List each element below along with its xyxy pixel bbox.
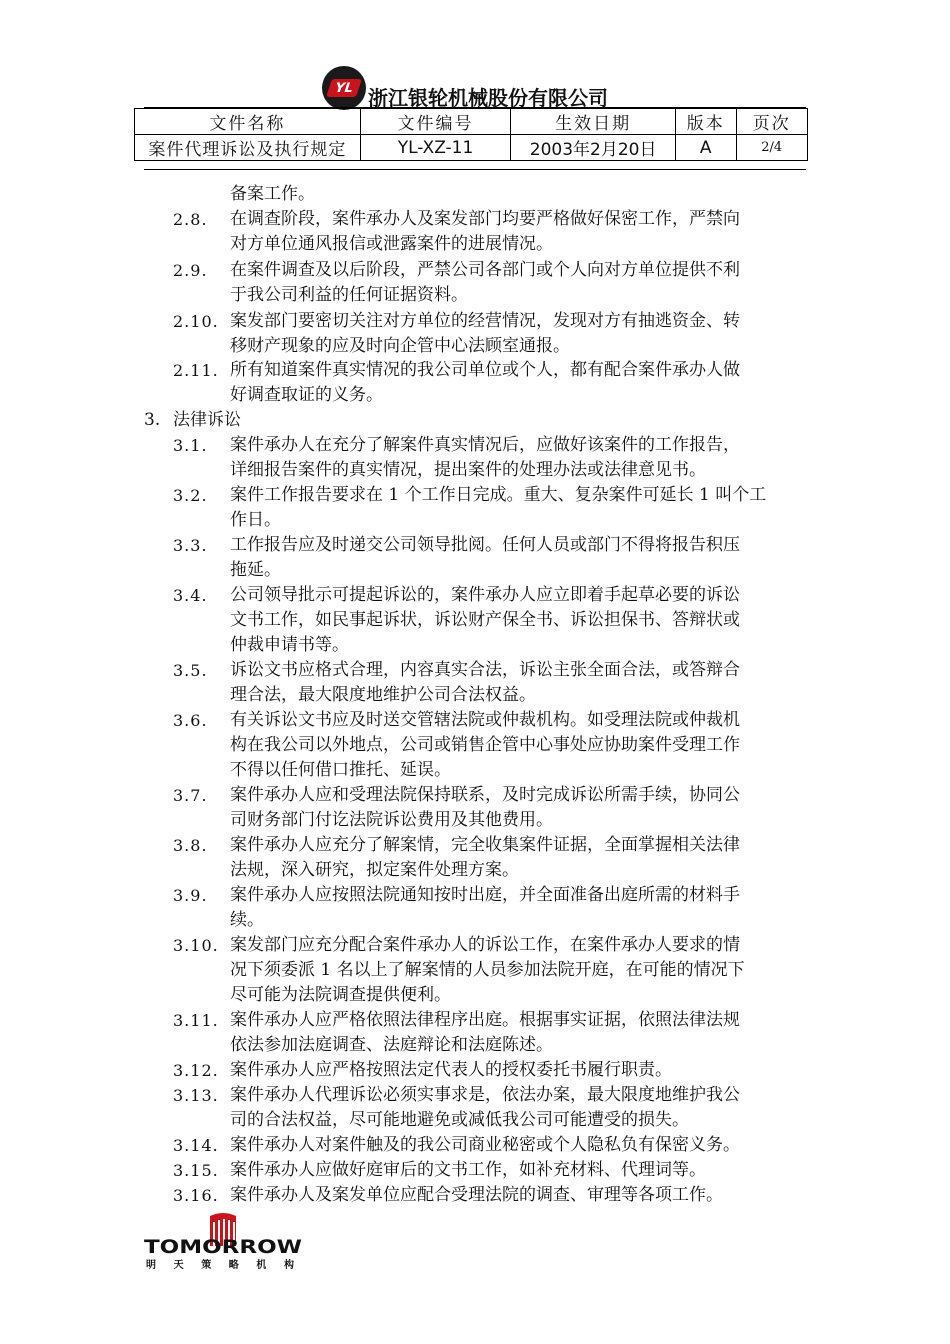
item-text: 案发部门要密切关注对方单位的经营情况，发现对方有抽逃资金、转 (230, 311, 740, 331)
item-text: 拖延。 (230, 560, 281, 580)
item-text: 在调查阶段，案件承办人及案发部门均要严格做好保密工作，严禁向 (230, 209, 740, 229)
item-text: 有关诉讼文书应及时送交管辖法院或仲裁机构。如受理法院或仲裁机 (230, 710, 740, 730)
item-text: 理合法，最大限度地维护公司合法权益。 (230, 685, 536, 705)
continuation-text: 备案工作。 (230, 184, 315, 204)
item-number: 3.5. (173, 661, 208, 680)
item-text: 在案件调查及以后阶段，严禁公司各部门或个人向对方单位提供不利 (230, 260, 740, 280)
item-text: 案件承办人代理诉讼必须实事求是，依法办案，最大限度地维护我公 (230, 1085, 740, 1105)
item-text: 仲裁申请书等。 (230, 635, 349, 655)
item-number: 3.16. (173, 1186, 219, 1205)
footer-brand-name: TOMORROW (144, 1236, 303, 1258)
header-rule-bottom (144, 169, 806, 170)
item-text: 案件承办人对案件触及的我公司商业秘密或个人隐私负有保密义务。 (230, 1135, 740, 1155)
item-number: 3.11. (173, 1011, 219, 1030)
item-number: 3.15. (173, 1161, 219, 1180)
item-number: 2.10. (173, 312, 219, 331)
footer-tagline: 明天策略机构 (146, 1260, 294, 1271)
item-text: 司的合法权益，尽可能地避免或减低我公司可能遭受的损失。 (230, 1110, 689, 1130)
item-text: 构在我公司以外地点，公司或销售企管中心事处应协助案件受理工作 (230, 735, 740, 755)
file-name-value: 案件代理诉讼及执行规定 (135, 135, 361, 161)
item-number: 3.9. (173, 886, 208, 905)
item-number: 3.4. (173, 586, 208, 605)
col-effective-date: 生效日期 (511, 109, 676, 135)
item-text: 案件承办人应做好庭审后的文书工作，如补充材料、代理词等。 (230, 1160, 706, 1180)
footer-brand-logo (142, 1212, 304, 1272)
effective-date-value: 2003年2月20日 (511, 135, 676, 161)
col-version: 版本 (675, 109, 736, 135)
item-text: 案件承办人应按照法院通知按时出庭，并全面准备出庭所需的材料手 (230, 885, 740, 905)
item-text: 案件承办人应和受理法院保持联系，及时完成诉讼所需手续，协同公 (230, 785, 740, 805)
item-number: 3.7. (173, 786, 208, 805)
item-number: 3.1. (173, 436, 208, 455)
item-text: 公司领导批示可提起诉讼的，案件承办人应立即着手起草必要的诉讼 (230, 585, 740, 605)
item-text: 案发部门应充分配合案件承办人的诉讼工作，在案件承办人要求的情 (230, 935, 740, 955)
file-number-value: YL-XZ-11 (360, 135, 511, 161)
info-value-row (135, 135, 808, 161)
company-logo (322, 66, 366, 110)
item-text: 司财务部门付讫法院诉讼费用及其他费用。 (230, 810, 553, 830)
item-number: 3.14. (173, 1136, 219, 1155)
company-name: 浙江银轮机械股份有限公司 (368, 85, 608, 110)
item-text: 于我公司利益的任何证据资料。 (230, 285, 468, 305)
item-text: 依法参加法庭调查、法庭辩论和法庭陈述。 (230, 1035, 553, 1055)
item-number: 3.12. (173, 1061, 219, 1080)
item-number: 2.11. (173, 361, 219, 380)
tomorrow-logo-icon (142, 1212, 304, 1272)
page-value: 2/4 (736, 135, 808, 161)
item-text: 作日。 (230, 510, 281, 530)
item-text: 案件承办人应严格按照法定代表人的授权委托书履行职责。 (230, 1060, 672, 1080)
section-number: 3. (144, 410, 161, 430)
item-number: 3.6. (173, 711, 208, 730)
item-text: 尽可能为法院调查提供便利。 (230, 985, 451, 1005)
item-text: 法规，深入研究，拟定案件处理方案。 (230, 860, 519, 880)
item-text: 工作报告应及时递交公司领导批阅。任何人员或部门不得将报告积压 (230, 535, 740, 555)
col-file-number: 文件编号 (360, 109, 511, 135)
item-text: 文书工作，如民事起诉状，诉讼财产保全书、诉讼担保书、答辩状或 (230, 610, 740, 630)
item-text: 不得以任何借口推托、延误。 (230, 760, 451, 780)
col-page: 页次 (736, 109, 808, 135)
item-text: 对方单位通风报信或泄露案件的进展情况。 (230, 234, 553, 254)
item-number: 3.8. (173, 836, 208, 855)
logo-mark: YL (326, 79, 362, 97)
item-text: 好调查取证的义务。 (230, 385, 383, 405)
item-text: 详细报告案件的真实情况，提出案件的处理办法或法律意见书。 (230, 460, 706, 480)
item-number: 3.10. (173, 936, 219, 955)
info-header-row (135, 109, 808, 135)
item-number: 3.2. (173, 486, 208, 505)
item-number: 2.8. (173, 210, 208, 229)
item-text: 况下须委派 1 名以上了解案情的人员参加法院开庭，在可能的情况下 (230, 960, 745, 980)
item-text: 续。 (230, 910, 264, 930)
version-value: A (675, 135, 736, 161)
document-header (322, 66, 608, 110)
item-text: 案件承办人在充分了解案件真实情况后，应做好该案件的工作报告， (230, 435, 740, 455)
item-text: 移财产现象的应及时向企管中心法顾室通报。 (230, 336, 570, 356)
item-text: 案件承办人应严格依照法律程序出庭。根据事实证据，依照法律法规 (230, 1010, 740, 1030)
item-text: 诉讼文书应格式合理，内容真实合法，诉讼主张全面合法，或答辩合 (230, 660, 740, 680)
item-text: 案件承办人及案发单位应配合受理法院的调查、审理等各项工作。 (230, 1185, 723, 1205)
item-number: 3.13. (173, 1086, 219, 1105)
item-number: 3.3. (173, 536, 208, 555)
document-info-table (134, 108, 808, 161)
item-number: 2.9. (173, 261, 208, 280)
col-file-name: 文件名称 (135, 109, 361, 135)
item-text: 案件工作报告要求在 1 个工作日完成。重大、复杂案件可延长 1 叫个工 (230, 485, 767, 505)
item-text: 所有知道案件真实情况的我公司单位或个人，都有配合案件承办人做 (230, 360, 740, 380)
section-title: 法律诉讼 (173, 410, 241, 430)
item-text: 案件承办人应充分了解案情，完全收集案件证据，全面掌握相关法律 (230, 835, 740, 855)
